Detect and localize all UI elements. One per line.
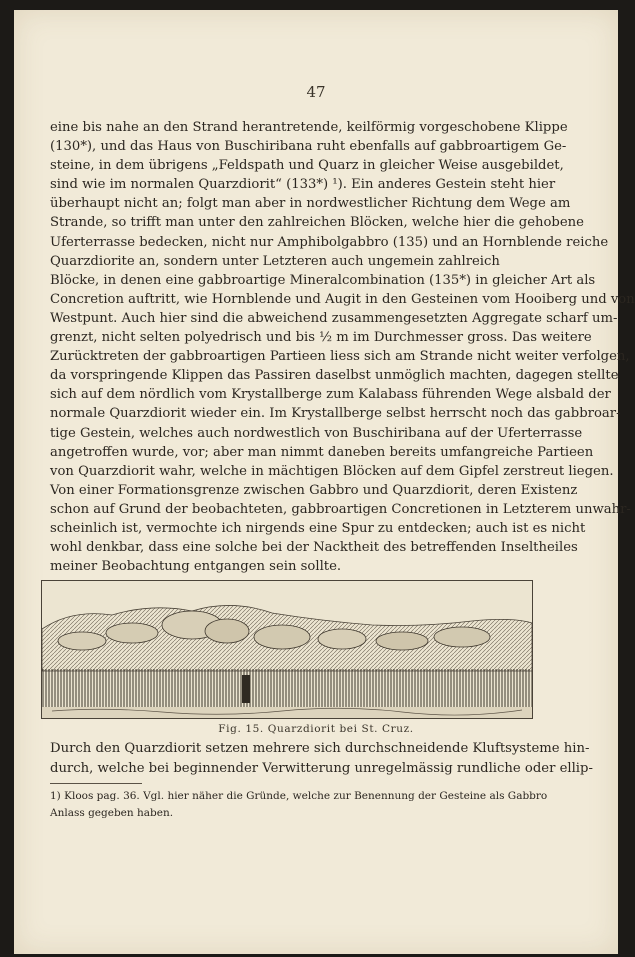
book-page <box>14 10 635 954</box>
text-line: durch, welche bei beginnender Verwitterung unregelmässig rundliche oder ellip- <box>50 760 593 776</box>
footnote <box>50 788 548 822</box>
engraving-illustration <box>42 581 532 718</box>
text-line: Durch den Quarzdiorit setzen mehrere sich durchschneidende Kluftsysteme hin- <box>50 741 590 756</box>
text-line: Blöcke, in denen eine gabbroartige Mineralcombination (135*) in gleicher Art als <box>50 272 596 288</box>
landscape-engraving <box>41 580 533 719</box>
text-line: steine, in dem übrigens „Feldspath und Quarz in gleicher Weise ausgebildet, <box>50 158 564 174</box>
text-line: Strande, so trifft man unter den zahlreichen Blöcken, welche hier die gehobene <box>50 215 584 231</box>
text-line: (130*), und das Haus von Buschiribana ruht ebenfalls auf gabbroartigem Ge- <box>50 139 567 155</box>
text-line: Quarzdiorite an, sondern unter Letzteren auch ungemein zahlreich <box>50 253 500 269</box>
text-line: scheinlich ist, vermochte ich nirgends eine Spur zu entdecken; auch ist es nicht <box>50 520 586 536</box>
text-line: Uferterrasse bedecken, nicht nur Amphibolgabbro (135) und an Hornblende reiche <box>50 234 609 250</box>
text-line: sind wie im normalen Quarzdiorit“ (133*) ¹). Ein anderes Gestein steht hier <box>50 177 556 193</box>
paragraph-1 <box>50 118 635 576</box>
text-line: sich auf dem nördlich vom Krystallberge zum Kalabass führenden Wege alsbald der <box>50 387 611 403</box>
text-line: Zurücktreten der gabbroartigen Partieen liess sich am Strande nicht weiter verfolgen, <box>50 349 630 365</box>
text-line: Von einer Formationsgrenze zwischen Gabbro und Quarzdiorit, deren Existenz <box>50 482 578 498</box>
text-line: normale Quarzdiorit wieder ein. Im Krystallberge selbst herrscht noch das gabbroar- <box>50 406 621 422</box>
text-line: wohl denkbar, dass eine solche bei der Nacktheit des betreffenden Inseltheiles <box>50 540 578 556</box>
figure-caption: Fig. 15. Quarzdiorit bei St. Cruz. <box>218 723 414 735</box>
text-line: tige Gestein, welches auch nordwestlich von Buschiribana auf der Uferterrasse <box>50 425 583 441</box>
text-line: grenzt, nicht selten polyedrisch und bis ½ m im Durchmesser gross. Das weitere <box>50 330 592 346</box>
text-line: eine bis nahe an den Strand herantretende, keilförmig vorgeschobene Klippe <box>50 120 568 135</box>
text-line: überhaupt nicht an; folgt man aber in nordwestlicher Richtung dem Wege am <box>50 196 571 212</box>
text-line: angetroffen wurde, vor; aber man nimmt daneben bereits umfangreiche Partieen <box>50 444 594 460</box>
text-line: Westpunt. Auch hier sind die abweichend zusammengesetzten Aggregate scharf um- <box>50 310 618 326</box>
text-line: schon auf Grund der beobachteten, gabbroartigen Concretionen in Letzterem unwahr- <box>50 501 631 517</box>
footnote-line: Anlass gegeben haben. <box>50 807 174 819</box>
footnote-divider <box>50 783 142 784</box>
page-number: 47 <box>306 83 326 101</box>
text-line: Concretion auftritt, wie Hornblende und Augit in den Gesteinen vom Hooiberg und von <box>50 291 635 307</box>
footnote-line: 1) Kloos pag. 36. Vgl. hier näher die Gründe, welche zur Benennung der Gesteine als Gabbro <box>50 790 548 802</box>
text-line: meiner Beobachtung entgangen sein sollte. <box>50 559 342 575</box>
text-line: da vorspringende Klippen das Passiren daselbst unmöglich machten, dagegen stellte <box>50 368 619 384</box>
text-line: von Quarzdiorit wahr, welche in mächtigen Blöcken auf dem Gipfel zerstreut liegen. <box>50 463 614 479</box>
paragraph-2 <box>50 739 593 778</box>
